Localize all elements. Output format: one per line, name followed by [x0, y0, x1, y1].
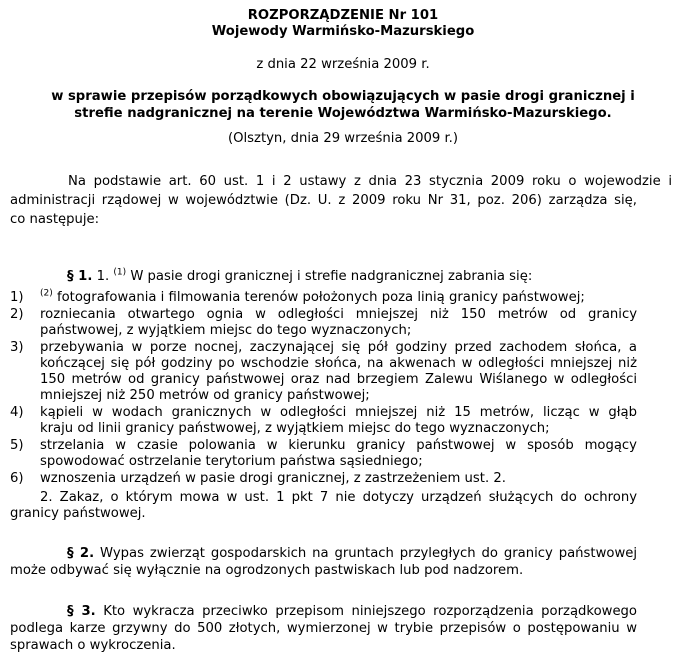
section-3-line-1	[67, 604, 637, 620]
section-1-ust-2-line-1: 2. Zakaz, o którym mowa w ust. 1 pkt 7 nie dotyczy urządzeń służących do ochrony	[40, 490, 637, 505]
item-3-line-1: przebywania w porze nocnej, zaczynającej się pół godziny przed zachodem słońca, a	[40, 340, 637, 355]
item-2-line-2: państwowej, z wyjątkiem miejsc do tego wyznaczonych;	[40, 323, 412, 338]
item-6-line-1: wznoszenia urządzeń w pasie drogi granicznej, z zastrzeżeniem ust. 2.	[40, 471, 506, 486]
preamble-line-1: Na podstawie art. 60 ust. 1 i 2 ustawy z dnia 23 stycznia 2009 roku o wojewodzie i	[68, 174, 672, 189]
section-1-heading	[67, 269, 532, 285]
section-3-line-2: podlega karze grzywny do 500 złotych, wymierzonej w trybie przepisów o postępowaniu w	[10, 621, 637, 636]
item-1-text	[40, 290, 585, 306]
section-3-text-1: Kto wykracza przeciwko przepisom niniejszego rozporządzenia porządkowego	[103, 604, 637, 619]
item-4-line-1: kąpieli w wodach granicznych w odległości mniejszej niż 15 metrów, licząc w głąb	[40, 405, 637, 420]
regulation-date: z dnia 22 września 2009 r.	[256, 57, 430, 72]
section-3-line-3: sprawach o wykroczenia.	[10, 638, 176, 653]
preamble-line-3: co następuje:	[10, 212, 100, 227]
section-1-mark: § 1.	[67, 269, 93, 284]
item-5-line-2: spowodować ostrzelanie terytorium państwa sąsiedniego;	[40, 454, 423, 469]
regulation-title: ROZPORZĄDZENIE Nr 101	[247, 8, 439, 23]
section-3-mark: § 3.	[67, 604, 96, 619]
regulation-issuer: Wojewody Warmińsko-Mazurskiego	[211, 24, 475, 39]
item-5-number: 5)	[10, 438, 24, 453]
section-2-line-2: może odbywać się wyłącznie na ogrodzonych pastwiskach lub pod nadzorem.	[10, 563, 524, 578]
item-6-number: 6)	[10, 471, 24, 486]
preamble-line-2: administracji rządowej w województwie (Dz. U. z 2009 roku Nr 31, poz. 206) zarządza się,	[10, 193, 637, 208]
item-1-line-1: fotografowania i filmowania terenów położonych poza linią granicy państwowej;	[56, 290, 585, 305]
item-1-number: 1)	[10, 290, 24, 305]
item-3-line-4: mniejszej niż 250 metrów od granicy państwowej;	[40, 388, 370, 403]
item-4-line-2: kraju od linii granicy państwowej, z wyjątkiem miejsc do tego wyznaczonych;	[40, 421, 550, 436]
regulation-subject-line-2: strefie nadgranicznej na terenie Województwa Warmińsko-Mazurskiego.	[74, 106, 612, 121]
regulation-subject-line-1: w sprawie przepisów porządkowych obowiązujących w pasie drogi granicznej i	[51, 89, 635, 104]
section-1-ust-1-number: 1.	[96, 269, 110, 284]
item-5-line-1: strzelania w czasie polowania w kierunku granicy państwowej w sposób mogący	[40, 438, 637, 453]
item-2-line-1: rozniecania otwartego ognia w odległości mniejszej niż 150 metrów od granicy	[40, 307, 637, 322]
section-2-line-1	[67, 546, 637, 562]
section-2-text-1: Wypas zwierząt gospodarskich na gruntach przyległych do granicy państwowej	[100, 546, 638, 561]
footnote-2-marker: (2)	[40, 288, 53, 299]
item-3-line-3: 150 metrów od granicy państwowej oraz nad brzegiem Zalewu Wiślanego w odległości	[40, 372, 637, 387]
item-3-number: 3)	[10, 340, 24, 355]
item-3-line-2: kończącej się pół godziny po wschodzie słońca, na akwenach w odległości mniejszej niż	[40, 356, 637, 371]
footnote-1-marker: (1)	[113, 267, 127, 278]
section-1-ust-2-line-2: granicy państwowej.	[10, 506, 146, 521]
item-2-number: 2)	[10, 307, 24, 322]
section-2-mark: § 2.	[67, 546, 95, 561]
publication-place-date: (Olsztyn, dnia 29 września 2009 r.)	[227, 131, 459, 146]
section-1-ust-1-text: W pasie drogi granicznej i strefie nadgranicznej zabrania się:	[130, 269, 533, 284]
item-4-number: 4)	[10, 405, 24, 420]
